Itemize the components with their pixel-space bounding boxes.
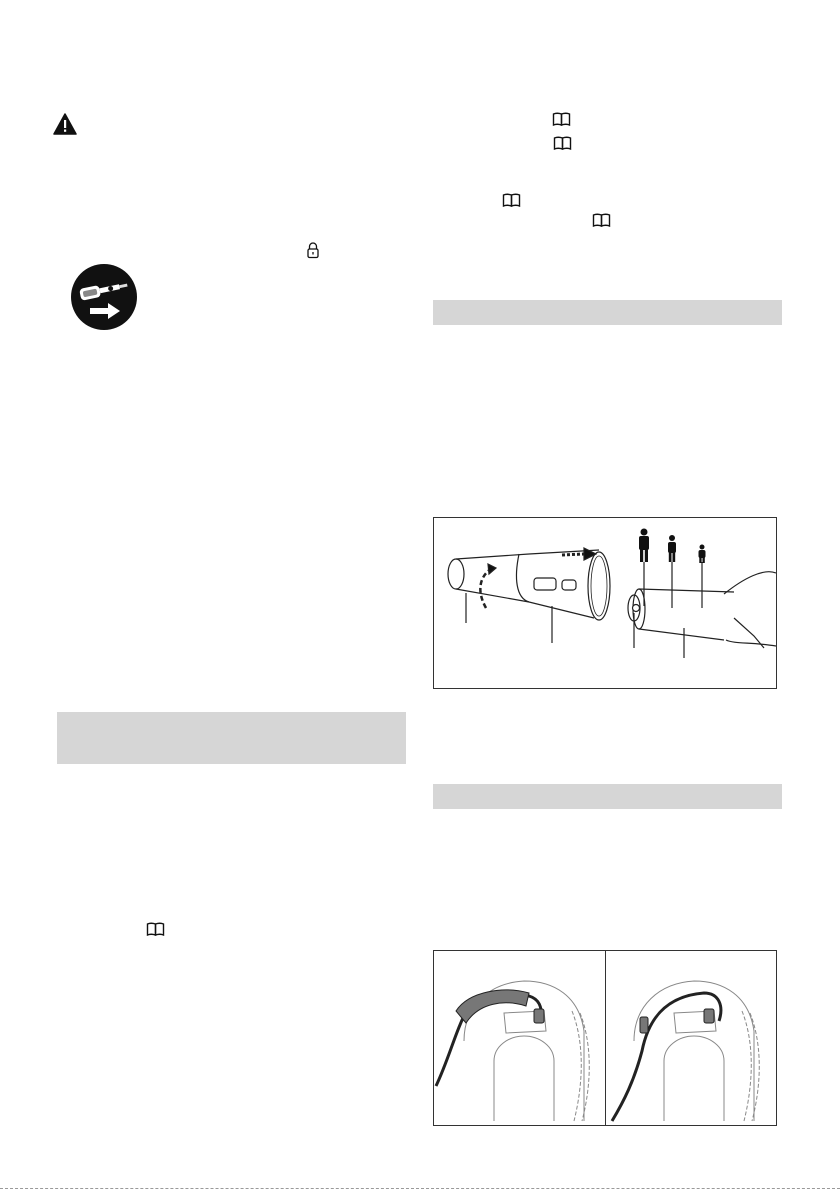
person-height-icon [639, 529, 706, 564]
page-bottom-rule [0, 1188, 840, 1189]
section-heading-bar [433, 300, 782, 325]
manual-book-icon [592, 213, 611, 227]
manual-book-icon [553, 136, 572, 150]
harness-figure [433, 950, 777, 1126]
tube-assembly-illustration [434, 518, 776, 688]
manual-book-icon [502, 193, 521, 207]
warning-icon [53, 113, 77, 135]
manual-book-icon [146, 922, 165, 936]
unplug-battery-icon [70, 263, 138, 331]
padlock-icon [306, 242, 320, 259]
manual-book-icon [552, 112, 571, 126]
tube-assembly-figure [433, 517, 777, 689]
section-heading-bar [57, 712, 406, 764]
figure-divider [605, 951, 606, 1125]
section-heading-bar [433, 784, 782, 809]
